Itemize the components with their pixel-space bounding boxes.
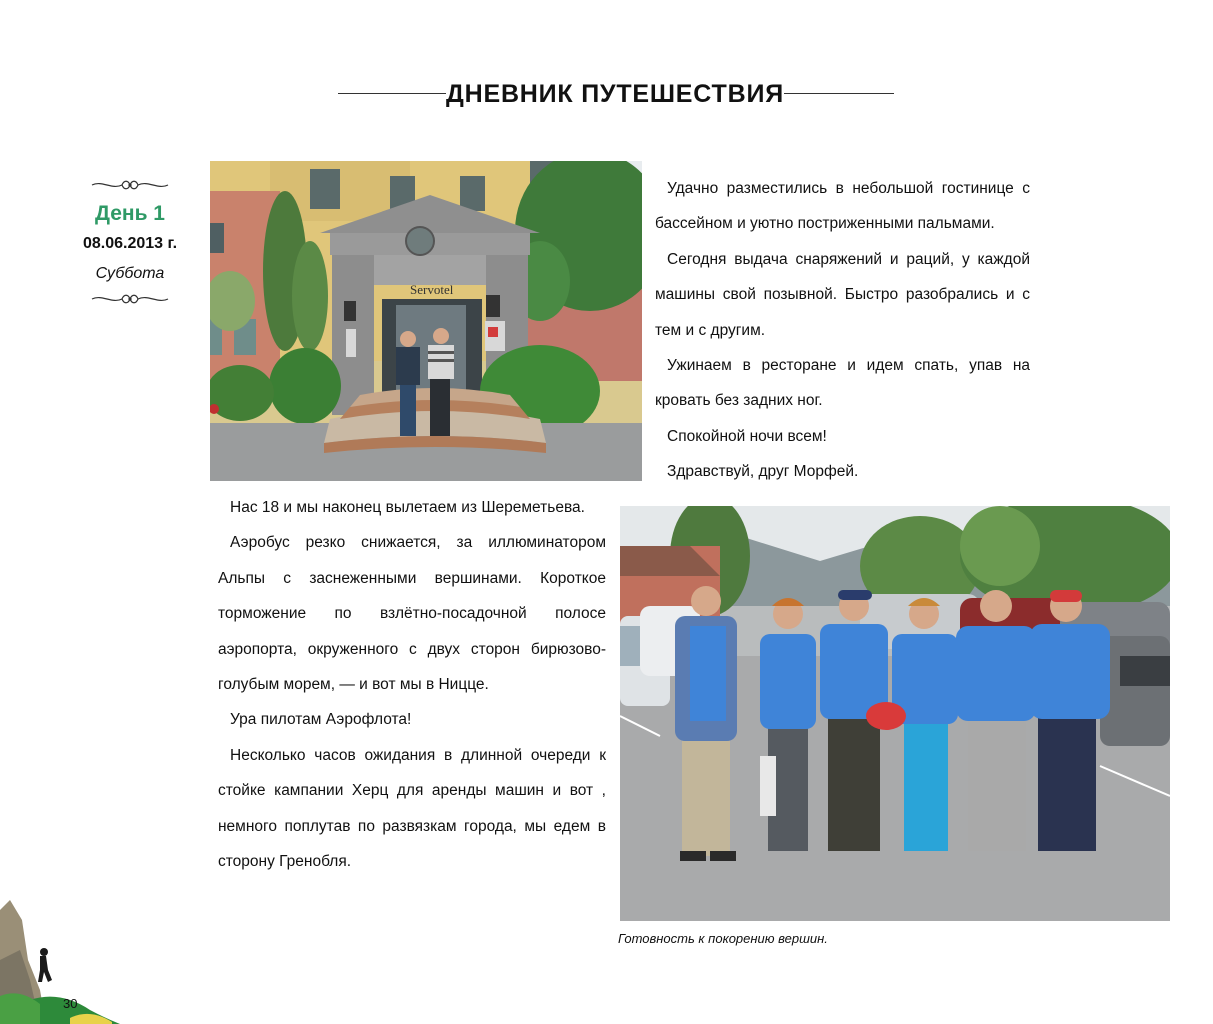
hotel-sign: Servotel [410,282,454,297]
header-rule-right [784,93,894,94]
header-rule-left [338,93,446,94]
paragraph: Аэробус резко снижается, за иллюминатором Альпы с заснеженными вершинами. Короткое торможение по взлётно-посадочной полосе аэропорта, окруженного с двух сторон бирюзово-голубым морем, — и вот мы в Ницце. [218,534,606,694]
page-header [0,76,1213,112]
paragraph: Ужинаем в ресторане и идем спать, упав на кровать без задних ног. [655,357,1030,410]
paragraph: Спокойной ночи всем! [667,427,827,445]
ornament-bottom-icon [90,292,170,306]
page-title: ДНЕВНИК ПУТЕШЕСТВИЯ [446,80,784,108]
group-photo [620,506,1170,921]
day-weekday: Суббота [95,265,165,282]
page-number: 30 [63,996,78,1011]
ornament-top-icon [90,178,170,192]
paragraph: Удачно разместились в небольшой гостинице с бассейном и уютно постриженными пальмами. [655,180,1030,233]
text-top [655,171,1030,490]
mountain-climber-icon [0,900,120,1024]
paragraph: Нас 18 и мы наконец вылетаем из Шереметьева. [230,499,585,516]
text-bottom [218,490,606,879]
photo-caption: Готовность к покорению вершин. [618,931,828,946]
day-title: День 1 [94,202,165,225]
paragraph: Ура пилотам Аэрофлота! [230,711,412,729]
paragraph: Несколько часов ожидания в длинной очереди к стойке кампании Херц для аренды машин и вот , немного поплутав по развязкам города, мы едем в сторону Гренобля. [218,746,606,871]
paragraph: Сегодня выдача снаряжений и раций, у каждой машины свой позывной. Быстро разобрались и с тем и с другим. [655,250,1030,339]
paragraph: Здравствуй, друг Морфей. [667,463,859,481]
hotel-photo [210,161,642,481]
day-date: 08.06.2013 г. [82,235,178,252]
day-block [80,178,180,306]
